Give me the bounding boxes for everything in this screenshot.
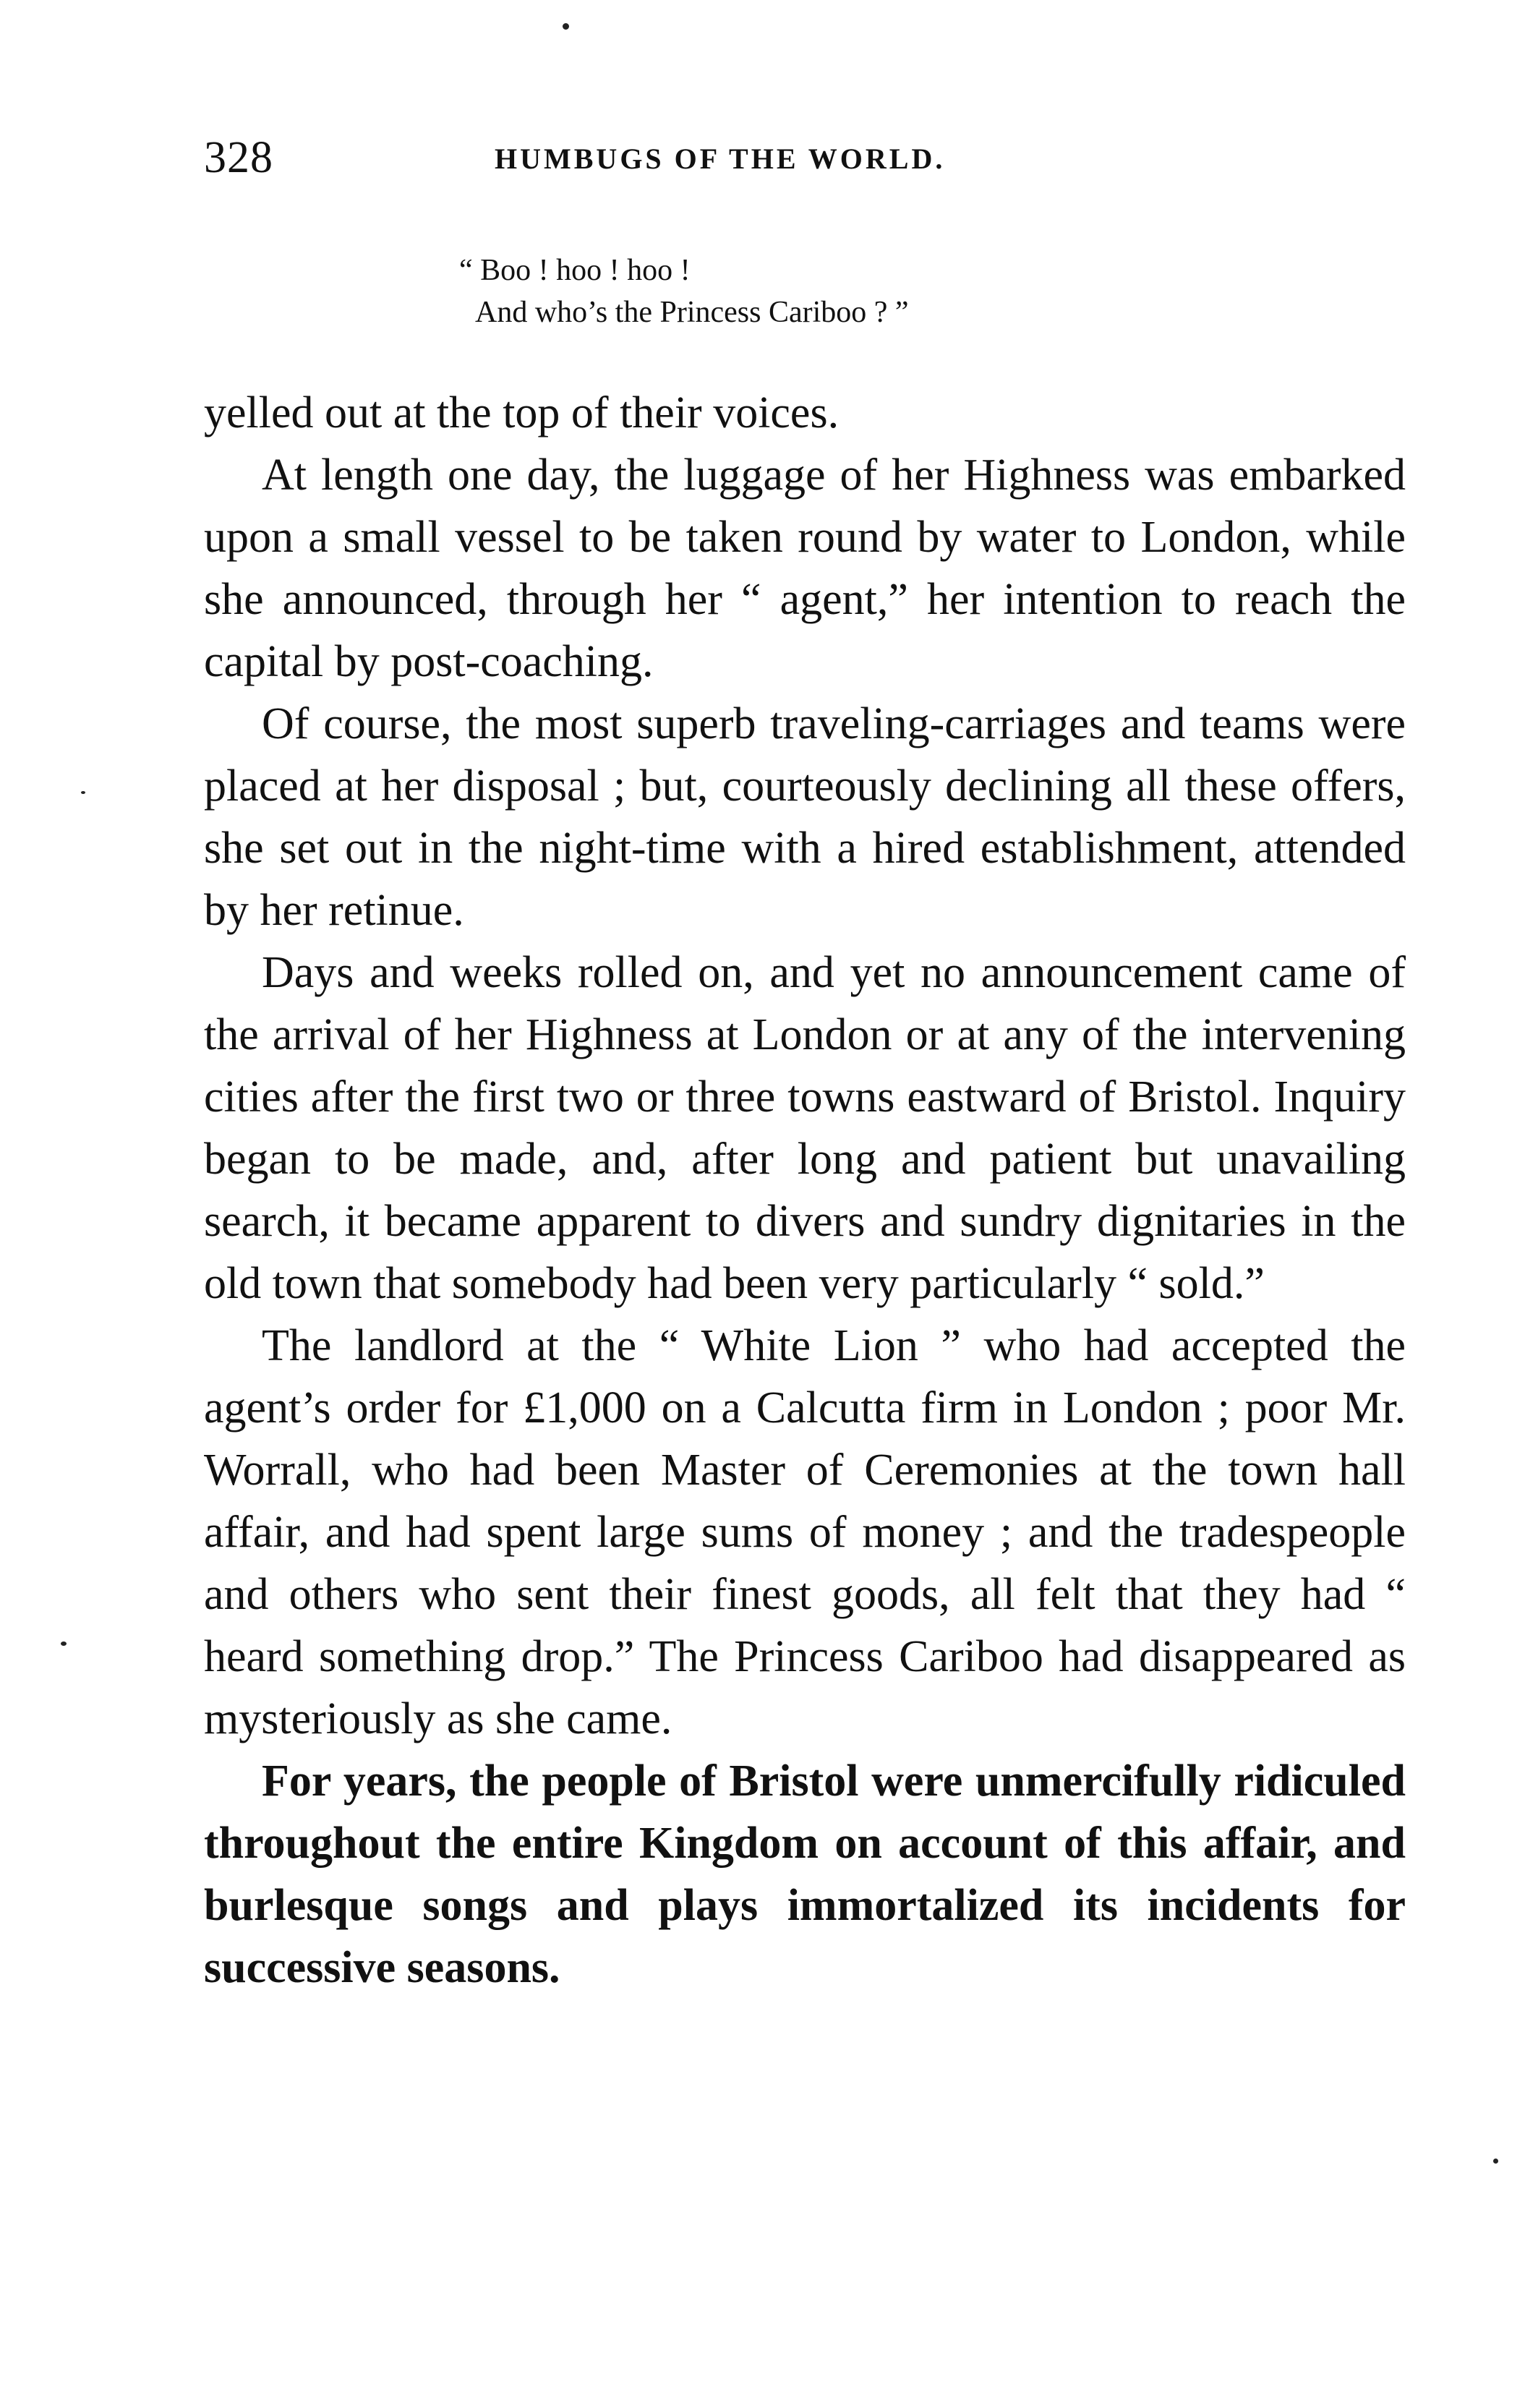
paragraph: yelled out at the top of their voices. <box>204 388 840 437</box>
paragraph: For years, the people of Bristol were unmercifully ridiculed throughout the entire Kingdom on account of this affair, and burlesque songs and plays immortalized its incidents for successive seasons. <box>204 1756 1406 1992</box>
verse-line: And who’s the Princess Cariboo ? ” <box>475 296 909 329</box>
verse-line: “ Boo ! hoo ! hoo ! <box>459 254 691 287</box>
page-header <box>204 129 1419 187</box>
verse-quote <box>459 249 909 333</box>
ink-speck <box>1493 2159 1498 2164</box>
running-title: HUMBUGS OF THE WORLD. <box>495 142 946 175</box>
ink-speck <box>563 23 569 30</box>
body-text <box>204 382 1406 1999</box>
paragraph: The landlord at the “ White Lion ” who had accepted the agent’s order for £1,000 on a Calcutta firm in London ; poor Mr. Worrall, who had been Master of Ceremonies at the town hall affair, and had spent large sums of money ; and the tradespeople and others who sent their finest goods, all felt that they had “ heard something drop.” The Princess Cariboo had disappeared as mysteriously as she came. <box>204 1321 1406 1743</box>
ink-speck <box>61 1641 67 1646</box>
paragraph: At length one day, the luggage of her Highness was embarked upon a small vessel to be taken round by water to London, while she announced, through her “ agent,” her intention to reach the capital by post-coaching. <box>204 451 1406 686</box>
paragraph: Of course, the most superb traveling-carriages and teams were placed at her disposal ; but, courteously declining all these offers, she set out in the night-time with a hired establishment, attended by her retinue. <box>204 699 1406 935</box>
page-number: 328 <box>204 133 273 182</box>
ink-speck <box>81 791 85 794</box>
paragraph: Days and weeks rolled on, and yet no announcement came of the arrival of her Highness at London or at any of the intervening cities after the first two or three towns eastward of Bristol. Inquiry began to be made, and, after long and patient but unavailing search, it became apparent to divers and sundry dignitaries in the old town that somebody had been very particularly “ sold.” <box>204 948 1406 1308</box>
